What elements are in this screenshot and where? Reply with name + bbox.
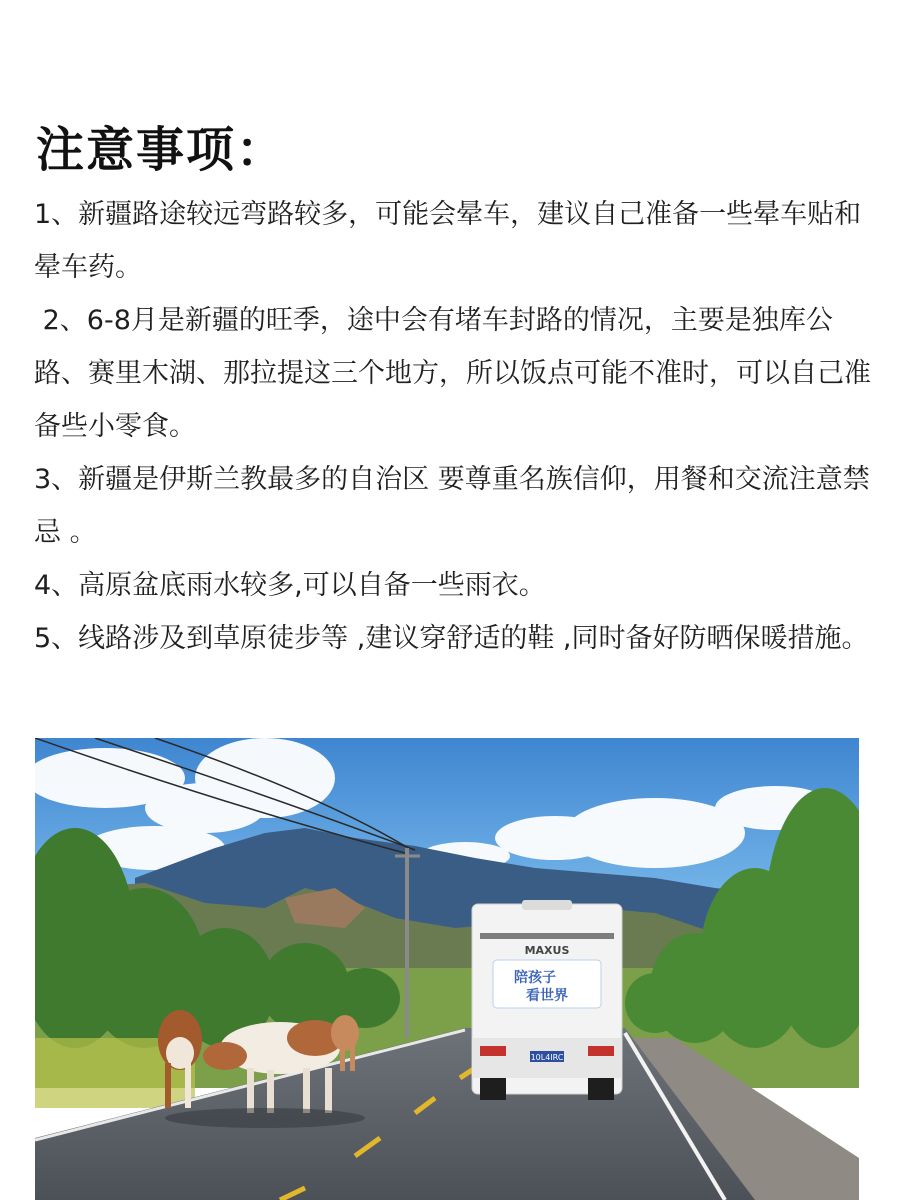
cow-shadow — [165, 1108, 365, 1128]
note-item: 4、高原盆底雨水较多,可以自备一些雨衣。 — [34, 570, 546, 601]
note-item: 5、线路涉及到草原徒步等 ,建议穿舒适的鞋 ,同时备好防晒保暖措施。 — [34, 623, 869, 654]
rv-brand-text: MAXUS — [524, 944, 570, 957]
note-item: 2、6-8月是新疆的旺季，途中会有堵车封路的情况，主要是独库公路、赛里木湖、那拉提这三个地方，所以饭点可能不准时，可以自己准备些小零食。 — [34, 305, 871, 442]
rv — [472, 900, 622, 1100]
note-item: 1、新疆路途较远弯路较多，可能会晕车，建议自己准备一些晕车贴和晕车药。 — [34, 199, 862, 283]
road-trip-photo — [35, 738, 859, 1200]
notes-list — [34, 188, 884, 665]
page-title: 注意事项： — [36, 122, 287, 178]
rv-plate-text: 10L4IRC — [530, 1053, 564, 1062]
rv-sign-line1: 陪孩子 — [514, 970, 556, 986]
rv-sign-line2: 看世界 — [526, 988, 568, 1004]
note-item: 3、新疆是伊斯兰教最多的自治区 要尊重名族信仰，用餐和交流注意禁忌 。 — [34, 464, 870, 548]
